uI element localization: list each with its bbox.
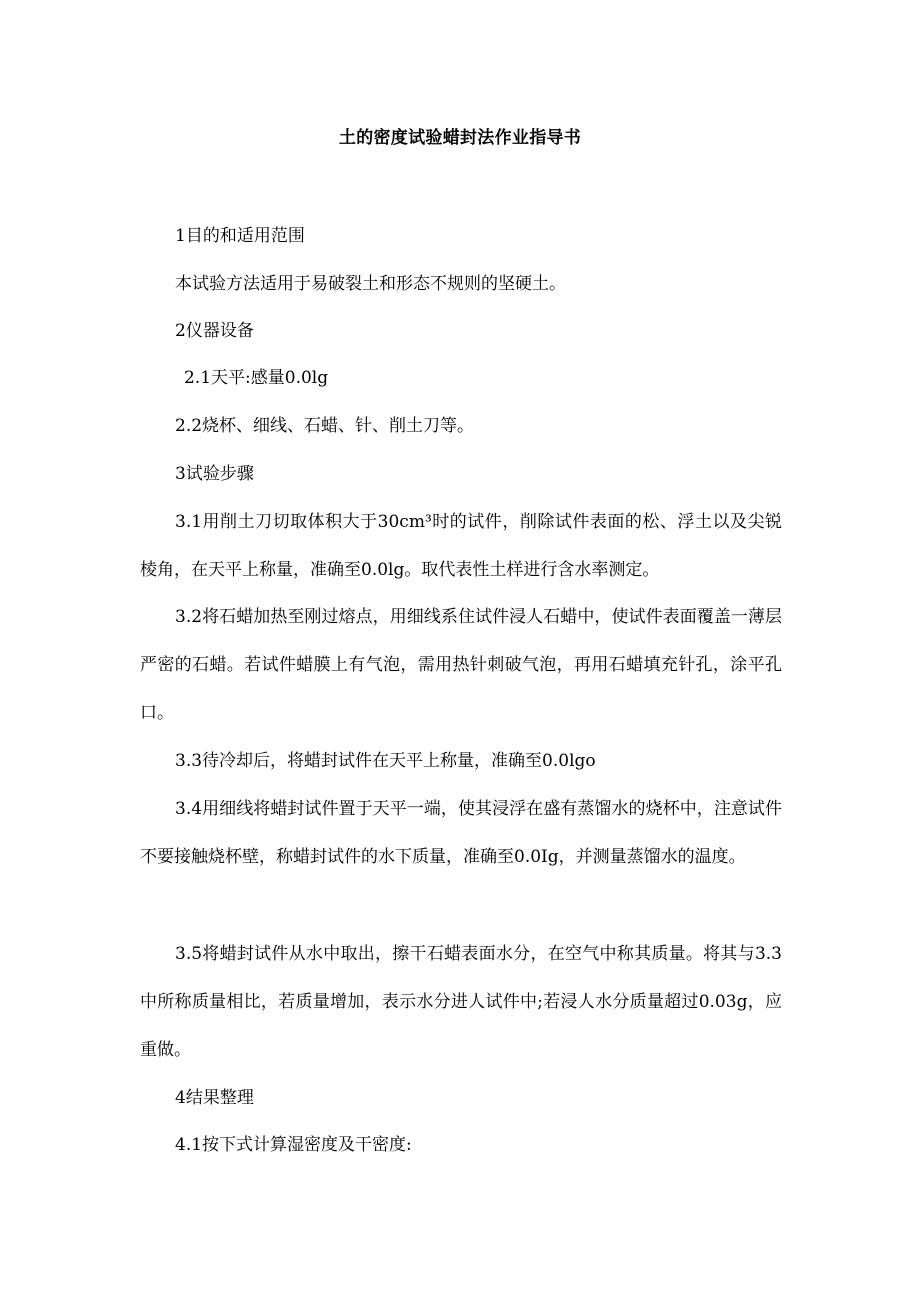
paragraph-scope: 本试验方法适用于易破裂土和形态不规则的坚硬土。	[175, 274, 566, 294]
paragraph-3-4: 3.4用细线将蜡封试件置于天平一端，使其浸浮在盛有蒸馏水的烧杯中，注意试件不要接触烧杯壁，称蜡封试件的水下质量，准确至0.0Ig，并测量蒸馏水的温度。	[140, 799, 782, 867]
paragraph-4-1: 4.1按下式计算湿密度及干密度:	[175, 1135, 412, 1155]
document-title: 土的密度试验蜡封法作业指导书	[338, 128, 582, 148]
paragraph-3-3: 3.3待冷却后，将蜡封试件在天平上称量，准确至0.0lgo	[175, 751, 596, 771]
paragraph-3-5: 3.5将蜡封试件从水中取出，擦干石蜡表面水分，在空气中称其质量。将其与3.3中所称质量相比，若质量增加，表示水分进人试件中;若浸人水分质量超过0.03g，应重做。	[140, 944, 782, 1060]
paragraph-3-2: 3.2将石蜡加热至刚过熔点，用细线系住试件浸人石蜡中，使试件表面覆盖一薄层严密的石蜡。若试件蜡膜上有气泡，需用热针刺破气泡，再用石蜡填充针孔，涂平孔口。	[140, 607, 782, 723]
section-heading-1: 1目的和适用范围	[175, 226, 305, 246]
section-heading-2: 2仪器设备	[175, 321, 254, 341]
paragraph-2-2: 2.2烧杯、细线、石蜡、针、削土刀等。	[175, 416, 475, 436]
paragraph-2-1: 2.1天平:感量0.0lg	[184, 368, 329, 388]
section-heading-4: 4结果整理	[175, 1088, 254, 1108]
section-heading-3: 3试验步骤	[175, 464, 254, 484]
paragraph-3-1: 3.1用削土刀切取体积大于30cm³时的试件，削除试件表面的松、浮土以及尖锐棱角，在天平上称量，准确至0.0lg。取代表性土样进行含水率测定。	[140, 512, 782, 580]
